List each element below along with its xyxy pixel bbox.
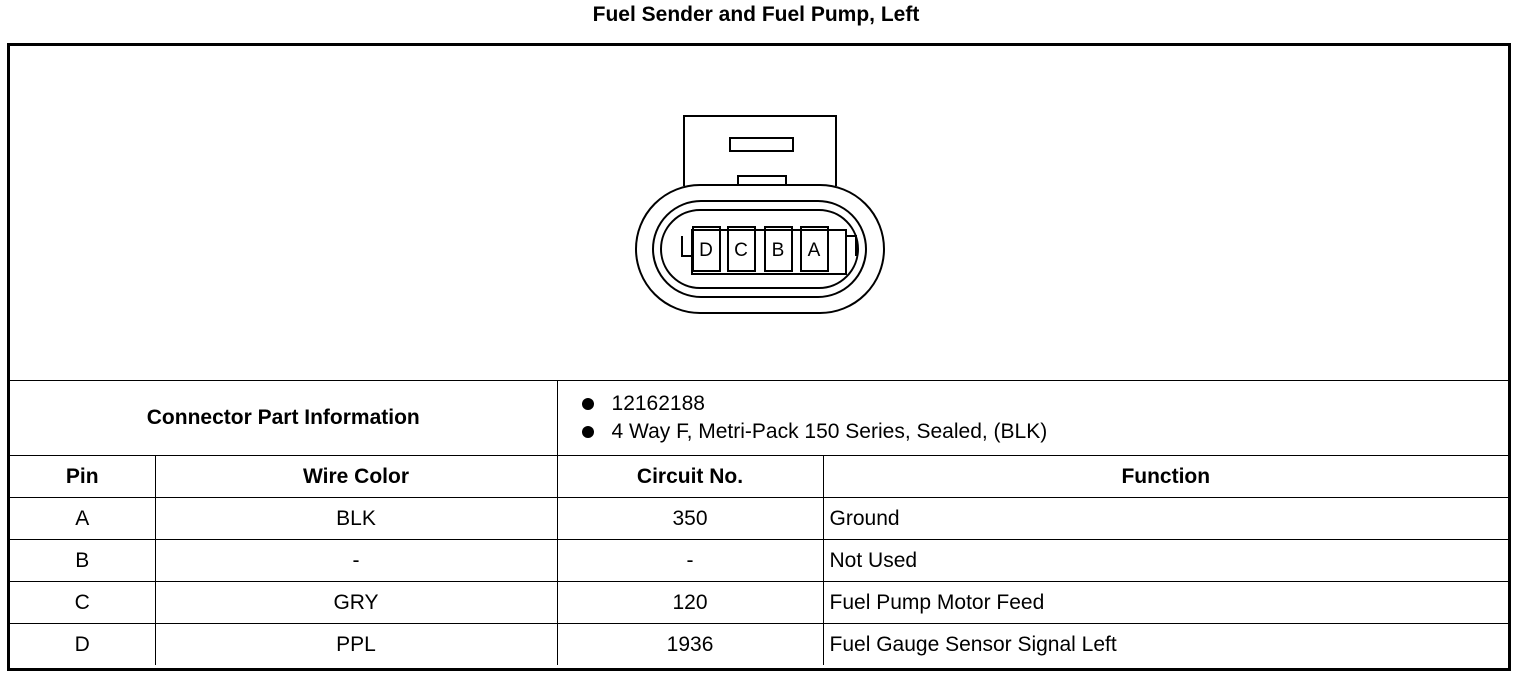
table-row bbox=[10, 624, 1508, 666]
header-pin: Pin bbox=[10, 456, 155, 498]
part-info-row bbox=[10, 381, 1508, 456]
bullet-icon bbox=[582, 398, 594, 410]
cell-pin: A bbox=[10, 498, 155, 540]
table-row bbox=[10, 540, 1508, 582]
cell-pin: C bbox=[10, 582, 155, 624]
part-info-label: Connector Part Information bbox=[10, 381, 557, 456]
pin-label-b: B bbox=[771, 240, 785, 261]
cell-pin: B bbox=[10, 540, 155, 582]
cell-circuit: - bbox=[557, 540, 823, 582]
pin-label-c: C bbox=[734, 240, 748, 261]
connector-table-frame bbox=[7, 43, 1511, 671]
part-number: 12162188 bbox=[611, 392, 705, 415]
bullet-icon bbox=[582, 426, 594, 438]
cell-pin: D bbox=[10, 624, 155, 666]
header-row bbox=[10, 456, 1508, 498]
part-info-item bbox=[582, 418, 1509, 446]
pin-label-d: D bbox=[699, 240, 713, 261]
cell-wire-color: BLK bbox=[155, 498, 557, 540]
cell-function: Fuel Pump Motor Feed bbox=[823, 582, 1508, 624]
latch-key bbox=[738, 176, 786, 185]
page-title: Fuel Sender and Fuel Pump, Left bbox=[592, 3, 920, 26]
latch-slot bbox=[730, 138, 793, 151]
part-description: 4 Way F, Metri-Pack 150 Series, Sealed, (BLK) bbox=[611, 420, 1048, 443]
cell-function: Not Used bbox=[823, 540, 1508, 582]
cell-circuit: 120 bbox=[557, 582, 823, 624]
table-row bbox=[10, 498, 1508, 540]
header-function: Function bbox=[823, 456, 1508, 498]
cell-circuit: 1936 bbox=[557, 624, 823, 666]
connector-diagram bbox=[10, 46, 1508, 381]
pin-label-a: A bbox=[807, 240, 821, 261]
part-info-item bbox=[582, 390, 1509, 418]
connector-face-drawing bbox=[10, 46, 1508, 380]
pinout-table bbox=[10, 381, 1508, 665]
cell-circuit: 350 bbox=[557, 498, 823, 540]
cell-function: Ground bbox=[823, 498, 1508, 540]
part-info-values bbox=[557, 381, 1508, 456]
header-circuit: Circuit No. bbox=[557, 456, 823, 498]
cell-wire-color: GRY bbox=[155, 582, 557, 624]
cell-function: Fuel Gauge Sensor Signal Left bbox=[823, 624, 1508, 666]
cell-wire-color: - bbox=[155, 540, 557, 582]
cell-wire-color: PPL bbox=[155, 624, 557, 666]
table-row bbox=[10, 582, 1508, 624]
header-wire-color: Wire Color bbox=[155, 456, 557, 498]
